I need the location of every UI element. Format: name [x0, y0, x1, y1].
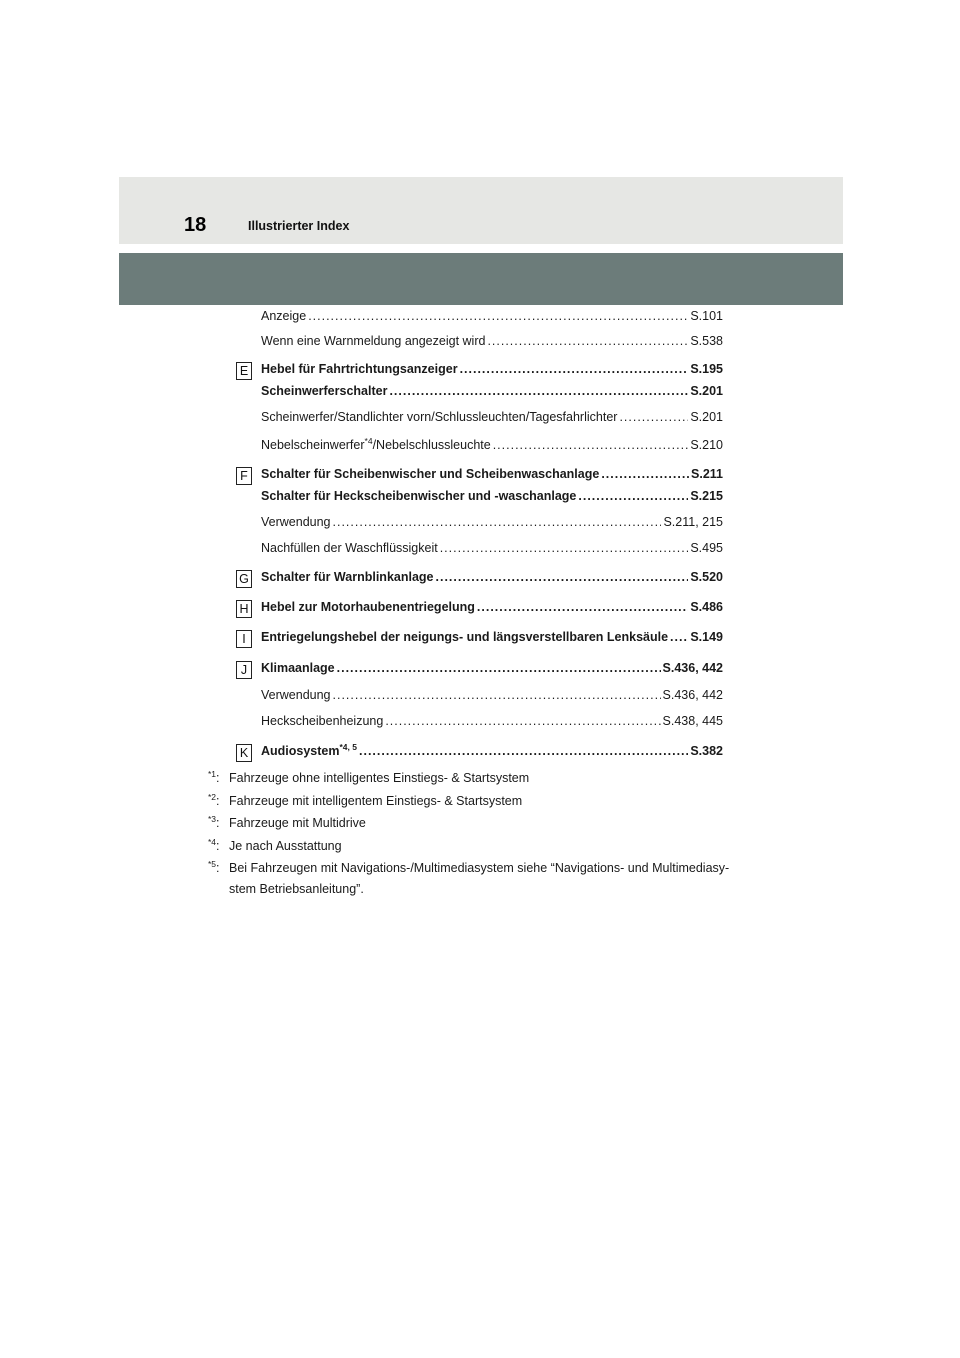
entry-label: Verwendung: [261, 515, 331, 529]
section-letter-box: G: [236, 570, 252, 588]
dot-leader: [578, 489, 688, 503]
entry-text: [261, 688, 331, 702]
entry-text: [261, 384, 387, 398]
entry-label: Wenn eine Warnmeldung angezeigt wird: [261, 334, 486, 348]
dot-leader: [460, 362, 689, 376]
entry-label: Verwendung: [261, 688, 331, 702]
footnote-mark: $^{*4}$:: [208, 837, 220, 853]
footnote: [208, 768, 768, 789]
entry-label: Hebel für Fahrtrichtungsanzeiger: [261, 362, 458, 376]
footnote-reference: *4, 5: [339, 742, 357, 752]
page-number: 18: [184, 214, 207, 236]
section-letter-box: J: [236, 661, 252, 679]
page-reference: S.210: [690, 438, 723, 452]
entry-label: Schalter für Scheibenwischer und Scheibenwaschanlage: [261, 467, 600, 481]
dot-leader: [389, 384, 688, 398]
entry-text: [261, 362, 458, 376]
entry-text: [261, 630, 668, 644]
dot-leader: [333, 688, 661, 702]
entry-label: Klimaanlage: [261, 661, 335, 675]
footnote-mark: $^{*2}$:: [208, 792, 220, 808]
dot-leader: [619, 410, 688, 424]
index-entry[interactable]: [261, 334, 723, 352]
dot-leader: [601, 467, 689, 481]
entry-label: Heckscheibenheizung: [261, 714, 384, 728]
entry-label: Schalter für Warnblinkanlage: [261, 570, 434, 584]
page-reference: S.436, 442: [662, 688, 723, 702]
index-entry[interactable]: [261, 362, 723, 380]
footnote: [208, 858, 768, 900]
dot-leader: [385, 714, 660, 728]
page-reference: S.211: [691, 467, 723, 481]
index-entry[interactable]: [261, 410, 723, 428]
entry-label: Scheinwerfer/Standlichter vorn/Schlussleuchten/Tagesfahrlichter: [261, 410, 618, 424]
footnote: [208, 813, 768, 834]
index-entry[interactable]: [261, 309, 723, 327]
entry-text: [261, 515, 331, 529]
dot-leader: [493, 438, 689, 452]
dot-leader: [477, 600, 688, 614]
entry-text: [261, 744, 357, 758]
index-entry[interactable]: [261, 515, 723, 533]
footnote-text: Bei Fahrzeugen mit Navigations-/Multimediasystem siehe “Navigations- und Multimediasy- stem Betriebsanleitung”.: [229, 861, 730, 896]
footnote-text: Je nach Ausstattung: [229, 839, 342, 853]
entry-text: [261, 467, 599, 481]
entry-text: [261, 570, 434, 584]
dot-leader: [333, 515, 662, 529]
entry-text: [261, 489, 576, 503]
page-reference: S.215: [690, 489, 723, 503]
page-reference: S.436, 442: [662, 661, 723, 675]
index-entry[interactable]: [261, 541, 723, 559]
footnote-mark: $^{*3}$:: [208, 814, 220, 830]
page-reference: S.382: [690, 744, 723, 758]
entry-label: Scheinwerferschalter: [261, 384, 388, 398]
dot-leader: [487, 334, 688, 348]
entry-text: [261, 661, 335, 675]
page-reference: S.149: [690, 630, 723, 644]
entry-text: [261, 410, 617, 424]
index-entry[interactable]: [261, 467, 723, 485]
entry-label: Nebelscheinwerfer: [261, 438, 365, 452]
footnote-reference: *4: [364, 436, 373, 446]
page-reference: S.486: [690, 600, 723, 614]
entry-label: Audiosystem: [261, 744, 340, 758]
page-reference: S.538: [690, 334, 723, 348]
entry-label: Anzeige: [261, 309, 307, 323]
section-letter-box: I: [236, 630, 252, 648]
entry-text: [261, 438, 491, 452]
entry-label: Schalter für Heckscheibenwischer und -waschanlage: [261, 489, 577, 503]
footnote: [208, 791, 768, 812]
page-reference: S.195: [690, 362, 723, 376]
index-entry[interactable]: [261, 744, 723, 762]
page-reference: S.438, 445: [662, 714, 723, 728]
footnote-text: Fahrzeuge mit intelligentem Einstiegs- & Startsystem: [229, 794, 523, 808]
section-letter-box: H: [236, 600, 252, 618]
dot-leader: [359, 744, 688, 758]
index-entry[interactable]: [261, 630, 723, 648]
index-entry[interactable]: [261, 384, 723, 402]
index-entry[interactable]: [261, 438, 723, 456]
section-title: Illustrierter Index: [248, 219, 350, 233]
index-entry[interactable]: [261, 688, 723, 706]
dot-leader: [337, 661, 661, 675]
entry-label: Nachfüllen der Waschflüssigkeit: [261, 541, 438, 555]
page-reference: S.211, 215: [663, 515, 723, 529]
page-reference: S.101: [690, 309, 723, 323]
index-entry[interactable]: [261, 570, 723, 588]
footnote-text: Fahrzeuge ohne intelligentes Einstiegs- & Startsystem: [229, 771, 530, 785]
page-reference: S.201: [690, 384, 723, 398]
entry-text: [261, 714, 383, 728]
page-reference: S.201: [690, 410, 723, 424]
section-letter-box: K: [236, 744, 252, 762]
dot-leader: [308, 309, 688, 323]
section-letter-box: E: [236, 362, 252, 380]
entry-text: [261, 600, 475, 614]
entry-label: Entriegelungshebel der neigungs- und längsverstellbaren Lenksäule: [261, 630, 669, 644]
entry-text: [261, 334, 485, 348]
dot-leader: [440, 541, 689, 555]
dot-leader: [670, 630, 688, 644]
page-reference: S.520: [690, 570, 723, 584]
entry-text: [261, 541, 438, 555]
footnote: [208, 836, 768, 857]
footnote-mark: $^{*1}$:: [208, 769, 220, 785]
entry-label: Hebel zur Motorhaubenentriegelung: [261, 600, 475, 614]
section-letter-box: F: [236, 467, 252, 485]
entry-text: [261, 309, 306, 323]
footnote-text: Fahrzeuge mit Multidrive: [229, 816, 366, 830]
footnote-mark: $^{*5}$:: [208, 859, 220, 875]
entry-label-continued: /Nebelschlussleuchte: [372, 438, 491, 452]
index-entry[interactable]: [261, 489, 723, 507]
dot-leader: [436, 570, 689, 584]
index-entry[interactable]: [261, 600, 723, 618]
index-entry[interactable]: [261, 714, 723, 732]
index-entry[interactable]: [261, 661, 723, 679]
page-reference: S.495: [690, 541, 723, 555]
